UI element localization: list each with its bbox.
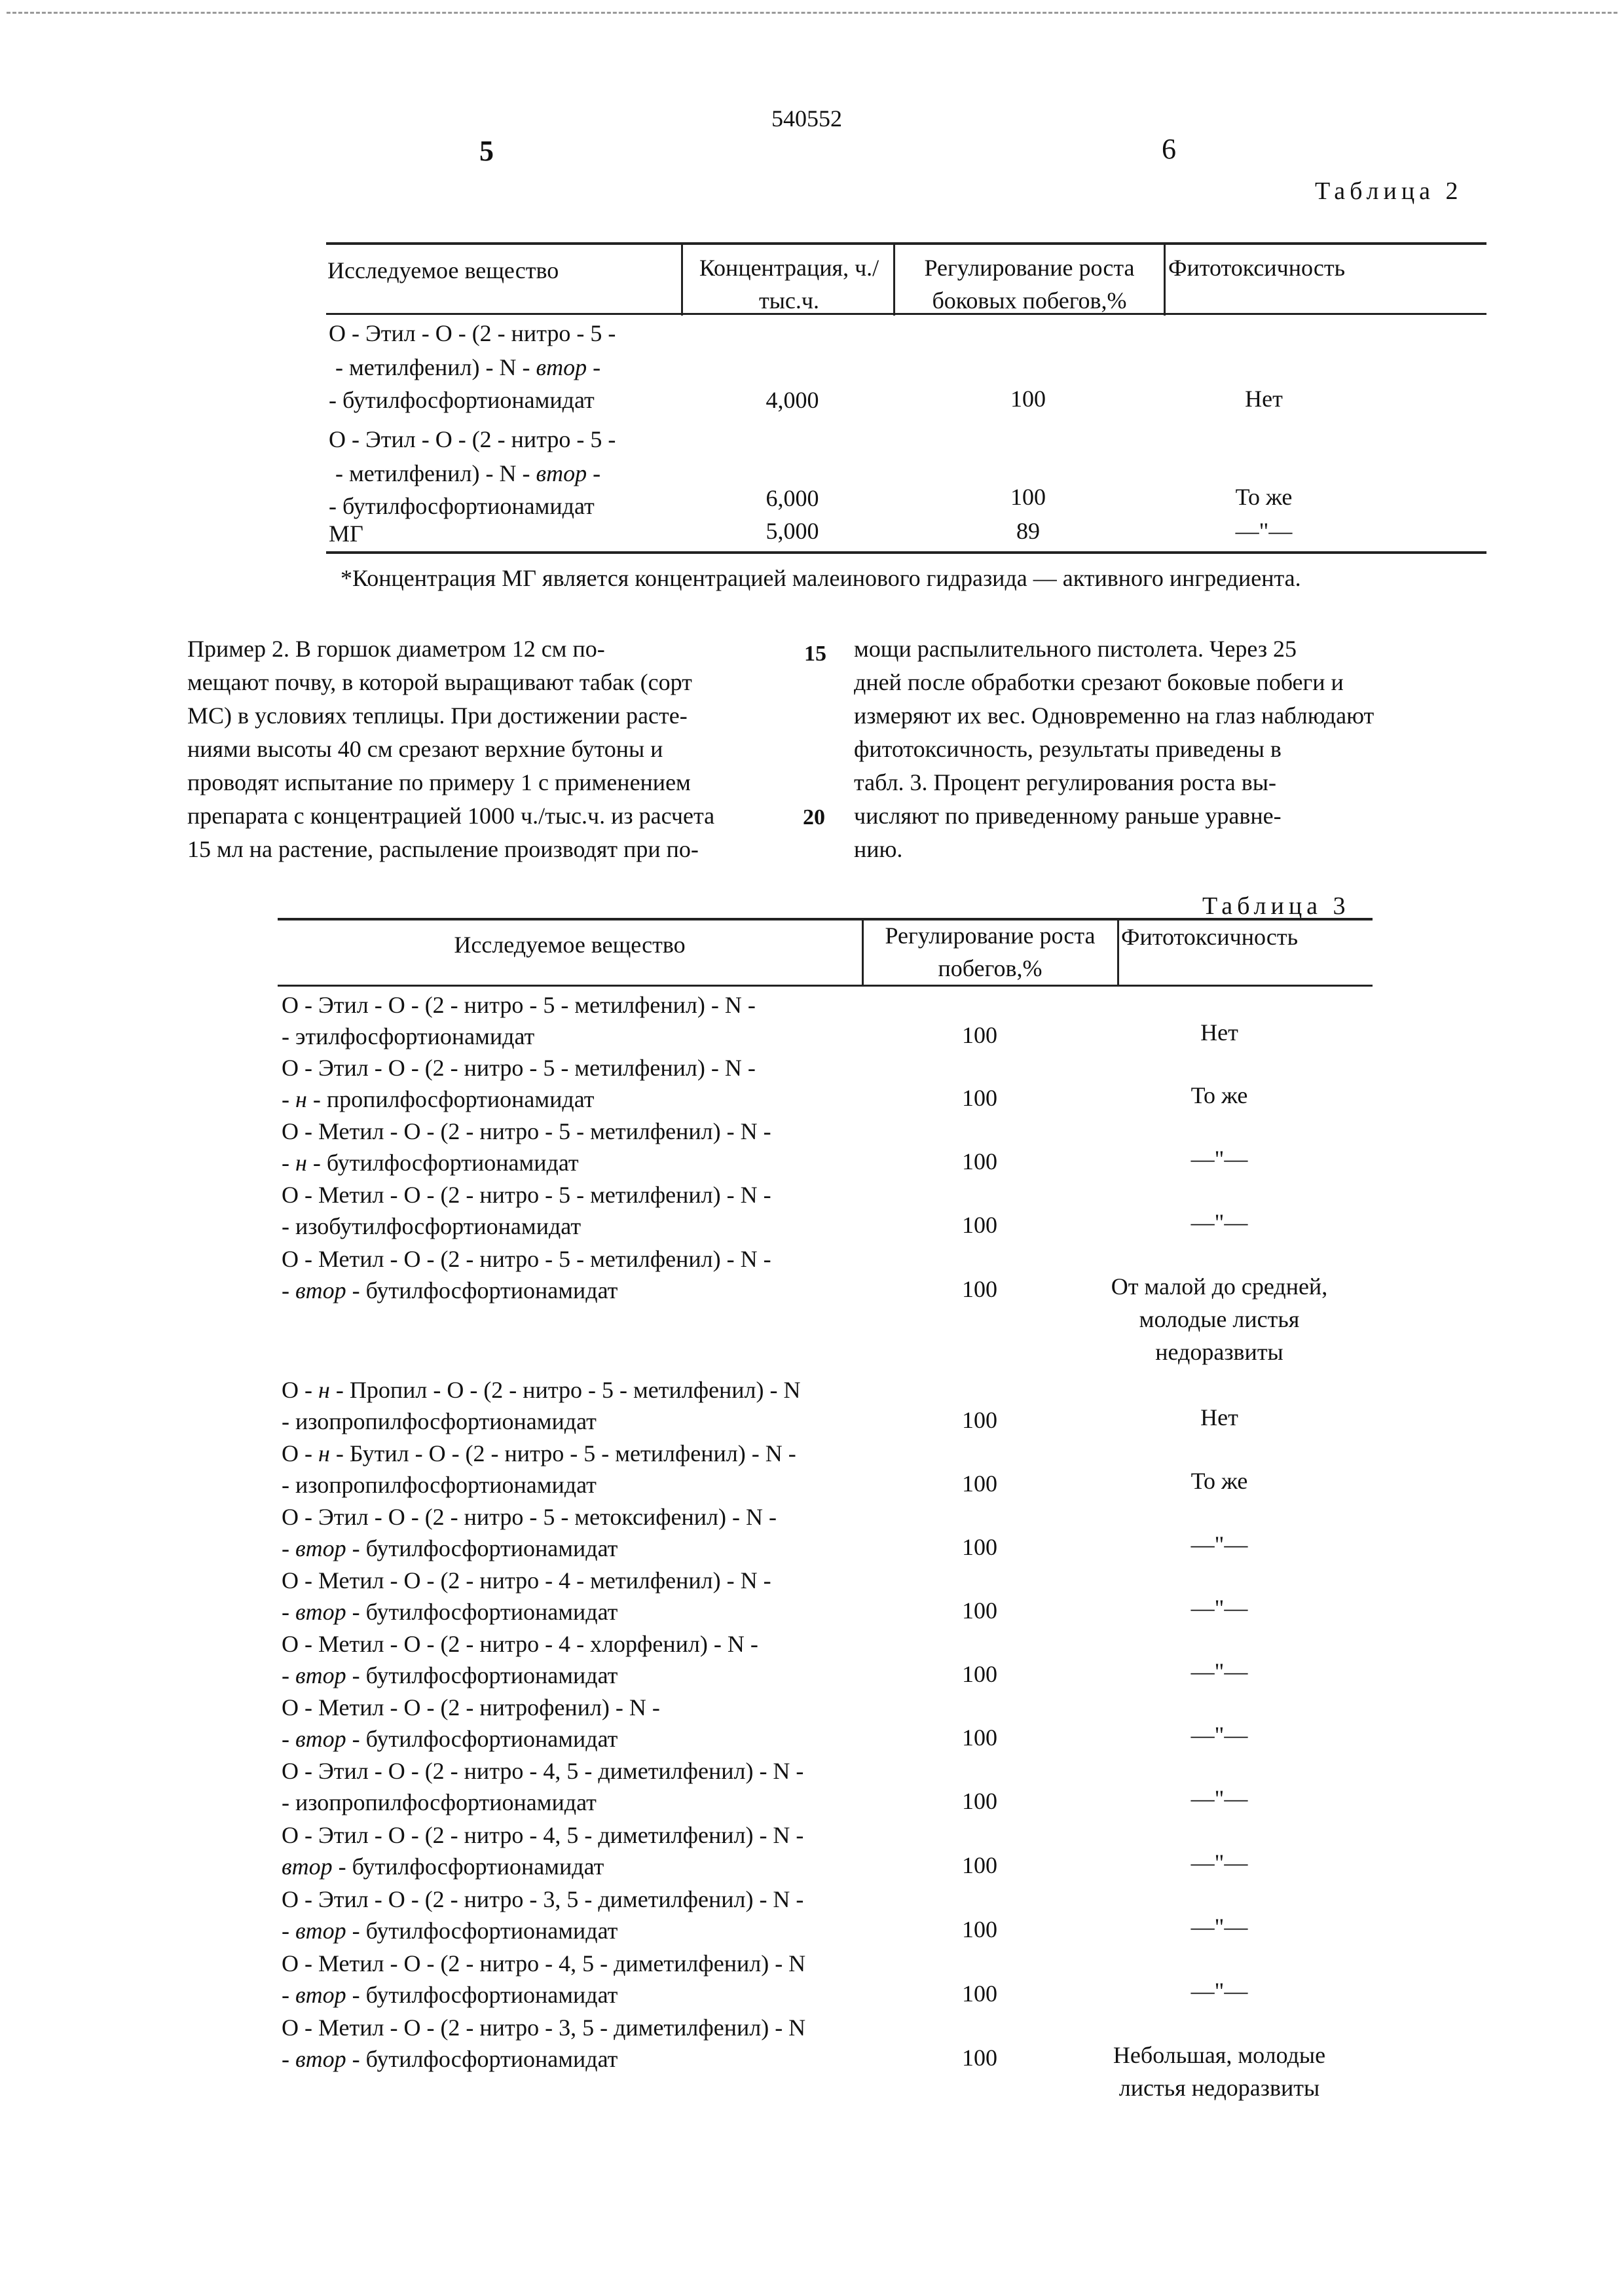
table3-col-divider xyxy=(862,919,864,986)
page-number-right: 6 xyxy=(1162,133,1176,165)
table2-row3-toxicity: —"— xyxy=(1235,518,1293,544)
table3-row-substance-line1: O - Этил - O - (2 - нитро - 4, 5 - диметилфенил) - N - xyxy=(282,1822,804,1848)
table2-col-divider xyxy=(893,244,895,316)
table2-row1-substance-line2: - метилфенил) - N - втор - xyxy=(335,354,601,380)
example2-left-line: МС) в условиях теплицы. При достижении расте- xyxy=(187,702,688,729)
table3-row-substance-line1: O - Этил - O - (2 - нитро - 5 - метилфенил) - N - xyxy=(282,1055,756,1081)
table3-row-toxicity: То же xyxy=(1190,1468,1248,1494)
example2-right-line: измеряют их вес. Одновременно на глаз наблюдают xyxy=(854,702,1375,729)
example2-right-line: нию. xyxy=(854,836,903,862)
table3-row-value: 100 xyxy=(962,1276,997,1302)
table3-row-toxicity: То же xyxy=(1190,1082,1248,1108)
table3-row-value: 100 xyxy=(962,1085,997,1111)
example2-right-column xyxy=(854,632,1469,866)
table2-header-concentration: Концентрация, ч./тыс.ч. xyxy=(699,255,879,314)
table3-row-substance-line2: - изобутилфосфортионамидат xyxy=(282,1213,581,1239)
table3-row-toxicity: молодые листья xyxy=(1139,1306,1300,1332)
table3-row-substance-line1: O - Метил - O - (2 - нитро - 4 - хлорфенил) - N - xyxy=(282,1631,758,1657)
example2-left-column xyxy=(187,632,777,866)
table3-row-substance-line1: O - Этил - O - (2 - нитро - 4, 5 - диметилфенил) - N - xyxy=(282,1758,804,1784)
table2-row2-toxicity: То же xyxy=(1235,484,1293,510)
table2-row2-regulation: 100 xyxy=(1010,484,1046,510)
table2-bottom-rule xyxy=(326,551,1486,554)
table3-row-substance-line2: - изопропилфосфортионамидат xyxy=(282,1789,597,1815)
table2-row2-substance-line2: - метилфенил) - N - втор - xyxy=(335,460,601,486)
table3-row-substance-line2: - втор - бутилфосфортионамидат xyxy=(282,1277,618,1303)
example2-right-line: табл. 3. Процент регулирования роста вы- xyxy=(854,769,1276,795)
table3-row-toxicity: —"— xyxy=(1190,1722,1248,1748)
table3-row-toxicity: —"— xyxy=(1190,1146,1248,1172)
table3-row-toxicity: Нет xyxy=(1200,1019,1238,1046)
table2-row1-concentration: 4,000 xyxy=(766,387,819,413)
table3-row-substance-line1: O - н - Бутил - O - (2 - нитро - 5 - метилфенил) - N - xyxy=(282,1440,796,1467)
table2-header-toxicity: Фитотоксичность xyxy=(1168,255,1345,281)
table3-row-value: 100 xyxy=(962,1788,997,1814)
table2-header-substance: Исследуемое вещество xyxy=(327,257,559,283)
table3-row-toxicity: листья недоразвиты xyxy=(1118,2075,1320,2101)
table3-row-toxicity: —"— xyxy=(1190,1978,1248,2004)
table3-row-substance-line2: - изопропилфосфортионамидат xyxy=(282,1472,597,1498)
table2-row3-substance: МГ xyxy=(329,520,363,547)
table2-row1-substance-line1: O - Этил - O - (2 - нитро - 5 - xyxy=(329,320,616,346)
example2-left-line: мещают почву, в которой выращивают табак (сорт xyxy=(187,669,692,695)
table3-row-substance-line2: втор - бутилфосфортионамидат xyxy=(282,1853,604,1880)
table3-row-value: 100 xyxy=(962,1470,997,1497)
table3-row-substance-line2: - втор - бутилфосфортионамидат xyxy=(282,1599,618,1625)
example2-left-line: проводят испытание по примеру 1 с применением xyxy=(187,769,691,795)
table3-row-toxicity: —"— xyxy=(1190,1914,1248,1940)
table3-row-value: 100 xyxy=(962,1852,997,1878)
table3-header-rule xyxy=(278,985,1373,987)
table2-header-regulation: Регулирование роста боковых побегов,% xyxy=(924,255,1135,314)
table3-row-value: 100 xyxy=(962,1597,997,1624)
table3-row-toxicity: —"— xyxy=(1190,1785,1248,1812)
table3-header-substance: Исследуемое вещество xyxy=(454,932,686,958)
table3-row-value: 100 xyxy=(962,2045,997,2071)
table3-row-substance-line1: O - н - Пропил - O - (2 - нитро - 5 - метилфенил) - N xyxy=(282,1377,801,1403)
table3-row-substance-line1: O - Метил - O - (2 - нитро - 5 - метилфенил) - N - xyxy=(282,1246,771,1272)
table3-row-substance-line1: O - Метил - O - (2 - нитро - 5 - метилфенил) - N - xyxy=(282,1118,771,1144)
table3-row-value: 100 xyxy=(962,1212,997,1238)
table2-row2-concentration: 6,000 xyxy=(766,485,819,511)
table3-row-substance-line2: - этилфосфортионамидат xyxy=(282,1023,535,1049)
table3-row-substance-line1: O - Этил - O - (2 - нитро - 3, 5 - диметилфенил) - N - xyxy=(282,1886,804,1912)
table2-col-divider xyxy=(681,244,683,316)
table3-row-value: 100 xyxy=(962,1534,997,1560)
table2-header-rule xyxy=(326,313,1486,315)
table3-row-value: 100 xyxy=(962,1724,997,1751)
table2-col-divider xyxy=(1164,244,1166,316)
table3-row-substance-line1: O - Этил - O - (2 - нитро - 5 - метилфенил) - N - xyxy=(282,992,756,1018)
table2-title: Таблица 2 xyxy=(1315,177,1463,205)
table3-row-substance-line2: - втор - бутилфосфортионамидат xyxy=(282,1535,618,1561)
table3-row-toxicity: Небольшая, молодые xyxy=(1113,2042,1326,2068)
table2-row1-toxicity: Нет xyxy=(1245,386,1283,412)
example2-right-line: дней после обработки срезают боковые побеги и xyxy=(854,669,1344,695)
table3-row-toxicity: —"— xyxy=(1190,1595,1248,1621)
example2-left-line: препарата с концентрацией 1000 ч./тыс.ч. из расчета xyxy=(187,803,715,829)
table3-col-divider xyxy=(1117,919,1119,986)
table3-row-substance-line2: - втор - бутилфосфортионамидат xyxy=(282,1726,618,1752)
table3-row-substance-line2: - н - бутилфосфортионамидат xyxy=(282,1150,579,1176)
table3-row-substance-line2: - втор - бутилфосфортионамидат xyxy=(282,1662,618,1688)
patent-number: 540552 xyxy=(771,105,842,132)
table2-row3-concentration: 5,000 xyxy=(766,518,819,544)
table3-row-value: 100 xyxy=(962,1022,997,1048)
table3-row-value: 100 xyxy=(962,1407,997,1433)
table3-row-toxicity: От малой до средней, xyxy=(1111,1273,1328,1300)
table3-row-substance-line1: O - Метил - O - (2 - нитро - 5 - метилфенил) - N - xyxy=(282,1182,771,1208)
example2-right-line: числяют по приведенному раньше уравне- xyxy=(854,803,1282,829)
example2-left-line: Пример 2. В горшок диаметром 12 см по- xyxy=(187,636,605,662)
table3-title: Таблица 3 xyxy=(1202,892,1350,920)
table2-top-rule xyxy=(326,242,1486,245)
table3-row-value: 100 xyxy=(962,1980,997,2007)
table2-row2-substance-line3: - бутилфосфортионамидат xyxy=(329,493,595,519)
example2-left-line: ниями высоты 40 см срезают верхние бутоны и xyxy=(187,736,663,762)
table3-row-value: 100 xyxy=(962,1148,997,1175)
example2-right-line: фитотоксичность, результаты приведены в xyxy=(854,736,1282,762)
table3-row-substance-line1: O - Этил - O - (2 - нитро - 5 - метоксифенил) - N - xyxy=(282,1504,777,1530)
table2-footnote: *Концентрация МГ является концентрацией малеинового гидразида — активного ингредиента. xyxy=(341,565,1301,591)
table3-row-toxicity: —"— xyxy=(1190,1531,1248,1558)
example2-right-line: мощи распылительного пистолета. Через 25 xyxy=(854,636,1297,662)
table3-row-toxicity: недоразвиты xyxy=(1155,1339,1283,1365)
table3-header-regulation: Регулирование роста побегов,% xyxy=(885,922,1096,981)
table3-row-toxicity: Нет xyxy=(1200,1404,1238,1430)
table3-row-substance-line2: - изопропилфосфортионамидат xyxy=(282,1408,597,1434)
table3-row-value: 100 xyxy=(962,1661,997,1687)
table3-row-toxicity: —"— xyxy=(1190,1209,1248,1235)
table3-row-value: 100 xyxy=(962,1916,997,1942)
line-number-20: 20 xyxy=(803,805,825,829)
example2-left-line: 15 мл на растение, распыление производят при по- xyxy=(187,836,699,862)
table2-row3-regulation: 89 xyxy=(1016,518,1040,544)
table3-row-toxicity: —"— xyxy=(1190,1658,1248,1685)
table2-row2-substance-line1: O - Этил - O - (2 - нитро - 5 - xyxy=(329,426,616,452)
table3-row-toxicity: —"— xyxy=(1190,1850,1248,1876)
table3-row-substance-line2: - втор - бутилфосфортионамидат xyxy=(282,2046,618,2072)
table3-row-substance-line1: O - Метил - O - (2 - нитро - 3, 5 - диметилфенил) - N xyxy=(282,2014,806,2041)
table3-row-substance-line2: - н - пропилфосфортионамидат xyxy=(282,1086,595,1112)
line-number-15: 15 xyxy=(804,642,826,666)
page-number-left: 5 xyxy=(479,135,494,167)
table2-row1-regulation: 100 xyxy=(1010,386,1046,412)
table3-header-toxicity: Фитотоксичность xyxy=(1121,924,1298,950)
table3-row-substance-line2: - втор - бутилфосфортионамидат xyxy=(282,1982,618,2008)
scan-top-edge xyxy=(7,12,1617,14)
table3-row-substance-line1: O - Метил - O - (2 - нитрофенил) - N - xyxy=(282,1694,660,1721)
table3-row-substance-line1: O - Метил - O - (2 - нитро - 4 - метилфенил) - N - xyxy=(282,1567,771,1594)
table3-row-substance-line1: O - Метил - O - (2 - нитро - 4, 5 - диметилфенил) - N xyxy=(282,1950,806,1977)
table2-row1-substance-line3: - бутилфосфортионамидат xyxy=(329,387,595,413)
table3-row-substance-line2: - втор - бутилфосфортионамидат xyxy=(282,1918,618,1944)
